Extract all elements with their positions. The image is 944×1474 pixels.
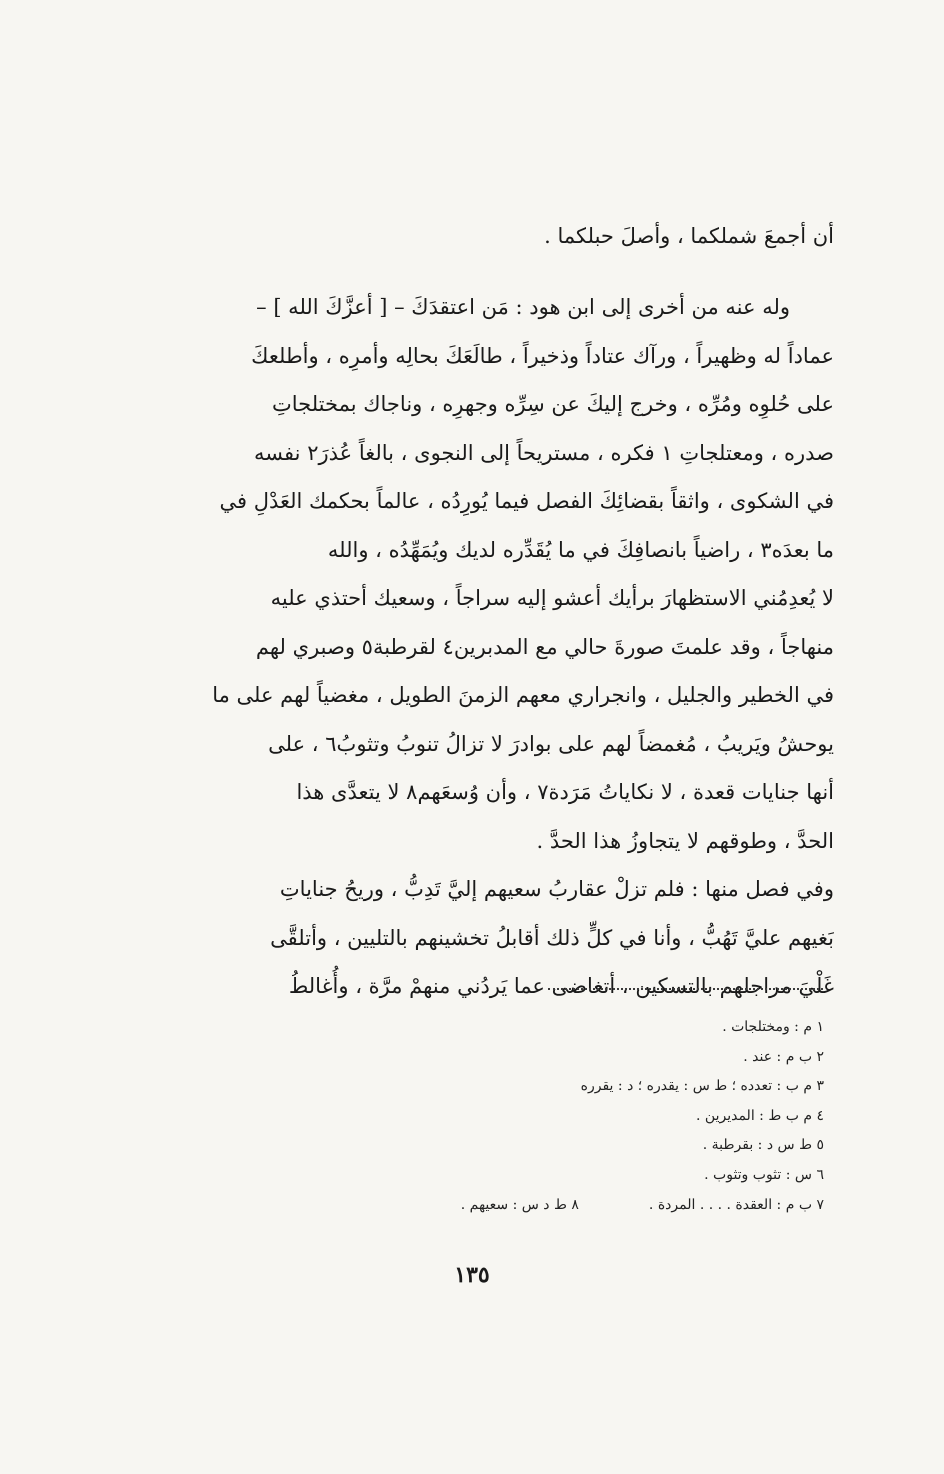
text-line: في الشكوى ، واثقاً بقضائِكَ الفصل فيما يُورِدُه ، عالماً بحكمك العَدْلِ في — [219, 489, 834, 513]
footnote: ٤ م ب ط : المديرين . — [696, 1107, 824, 1124]
text-line: وفي فصل منها : فلم تزلْ عقاربُ سعيهم إليَّ تَدِبُّ ، وريحُ جناياتِ — [279, 877, 834, 901]
text-line: منهاجاً ، وقد علمتَ صورةَ حالي مع المدبرين٤ لقرطبة٥ وصبري لهم — [255, 634, 834, 659]
text-line: بَغيهم عليَّ تَهُبُّ ، وأنا في كلٍّ ذلك أقابلُ تخشينهم بالتليين ، وأتلقَّى — [270, 925, 834, 950]
footnote: ٢ ب م : عند . — [743, 1048, 824, 1065]
text-line: في الخطير والجليل ، وانجراري معهم الزمنَ الطويل ، مغضياً لهم على ما — [212, 683, 834, 707]
footnote: ٨ ط د س : سعيهم . — [460, 1196, 579, 1213]
text-line: يوحشُ ويَريبُ ، مُغمضاً لهم على بوادرَ لا تزالُ تنوبُ وتثوبُ٦ ، على — [268, 731, 834, 756]
footnotes — [304, 1013, 824, 1220]
text-line: على حُلوِه ومُرِّه ، وخرج إليكَ عن سِرِّه وجهرِه ، وناجاك بمختلجاتِ — [272, 392, 834, 416]
footnote: ١ م : ومختلجات . — [722, 1019, 824, 1035]
text-line: أن أجمعَ شملكما ، وأصلَ حبلكما . — [544, 224, 834, 248]
footnote: ٣ م ب : تعدده ؛ ط س : يقدره ؛ د : يقرره — [580, 1078, 824, 1095]
footnote: ٦ س : تثوب وتثوب . — [704, 1166, 824, 1183]
footnote: ٧ ب م : العقدة . . . . المردة . — [648, 1196, 824, 1213]
text-line: غَلْيَ مراجلهم بالتسكين ، أتغاضى عما يَردُني منهمْ مرَّة ، وأُغالطُ — [288, 974, 834, 998]
text-line: صدره ، ومعتلجاتِ ١ فكره ، مستريحاً إلى النجوى ، بالغاً عُذرَ٢ نفسه — [254, 440, 834, 465]
text-line: وله عنه من أخرى إلى ابن هود : مَن اعتقدَكَ – [ أعزَّكَ الله ] – — [256, 295, 790, 319]
text-line: لا يُعدِمُني الاستظهارَ برأيك أعشو إليه سراجاً ، وسعيك أحتذي عليه — [270, 586, 834, 610]
letter-body — [144, 283, 834, 1011]
opening-text — [144, 212, 834, 261]
text-line: أنها جنايات قعدة ، لا نكاياتُ مَرَدة٧ ، وأن وُسعَهم٨ لا يتعدَّى هذا — [296, 780, 834, 804]
page-number: ١٣٥ — [454, 1262, 490, 1288]
text-line: عماداً له وظهيراً ، ورآك عتاداً وذخيراً ، طالَعَكَ بحالِه وأمرِه ، وأطلعكَ — [251, 343, 834, 368]
footnote-pair — [304, 1191, 824, 1221]
footnote: ٥ ط س د : بقرطبة . — [702, 1137, 824, 1154]
text-line: الحدَّ ، وطوقهم لا يتجاوزُ هذا الحدَّ . — [536, 828, 834, 853]
footnote-divider — [548, 988, 823, 990]
text-line: ما بعدَه٣ ، راضياً بانصافِكَ في ما يُقَدِّره لديك ويُمَهِّدُه ، والله — [327, 537, 834, 562]
